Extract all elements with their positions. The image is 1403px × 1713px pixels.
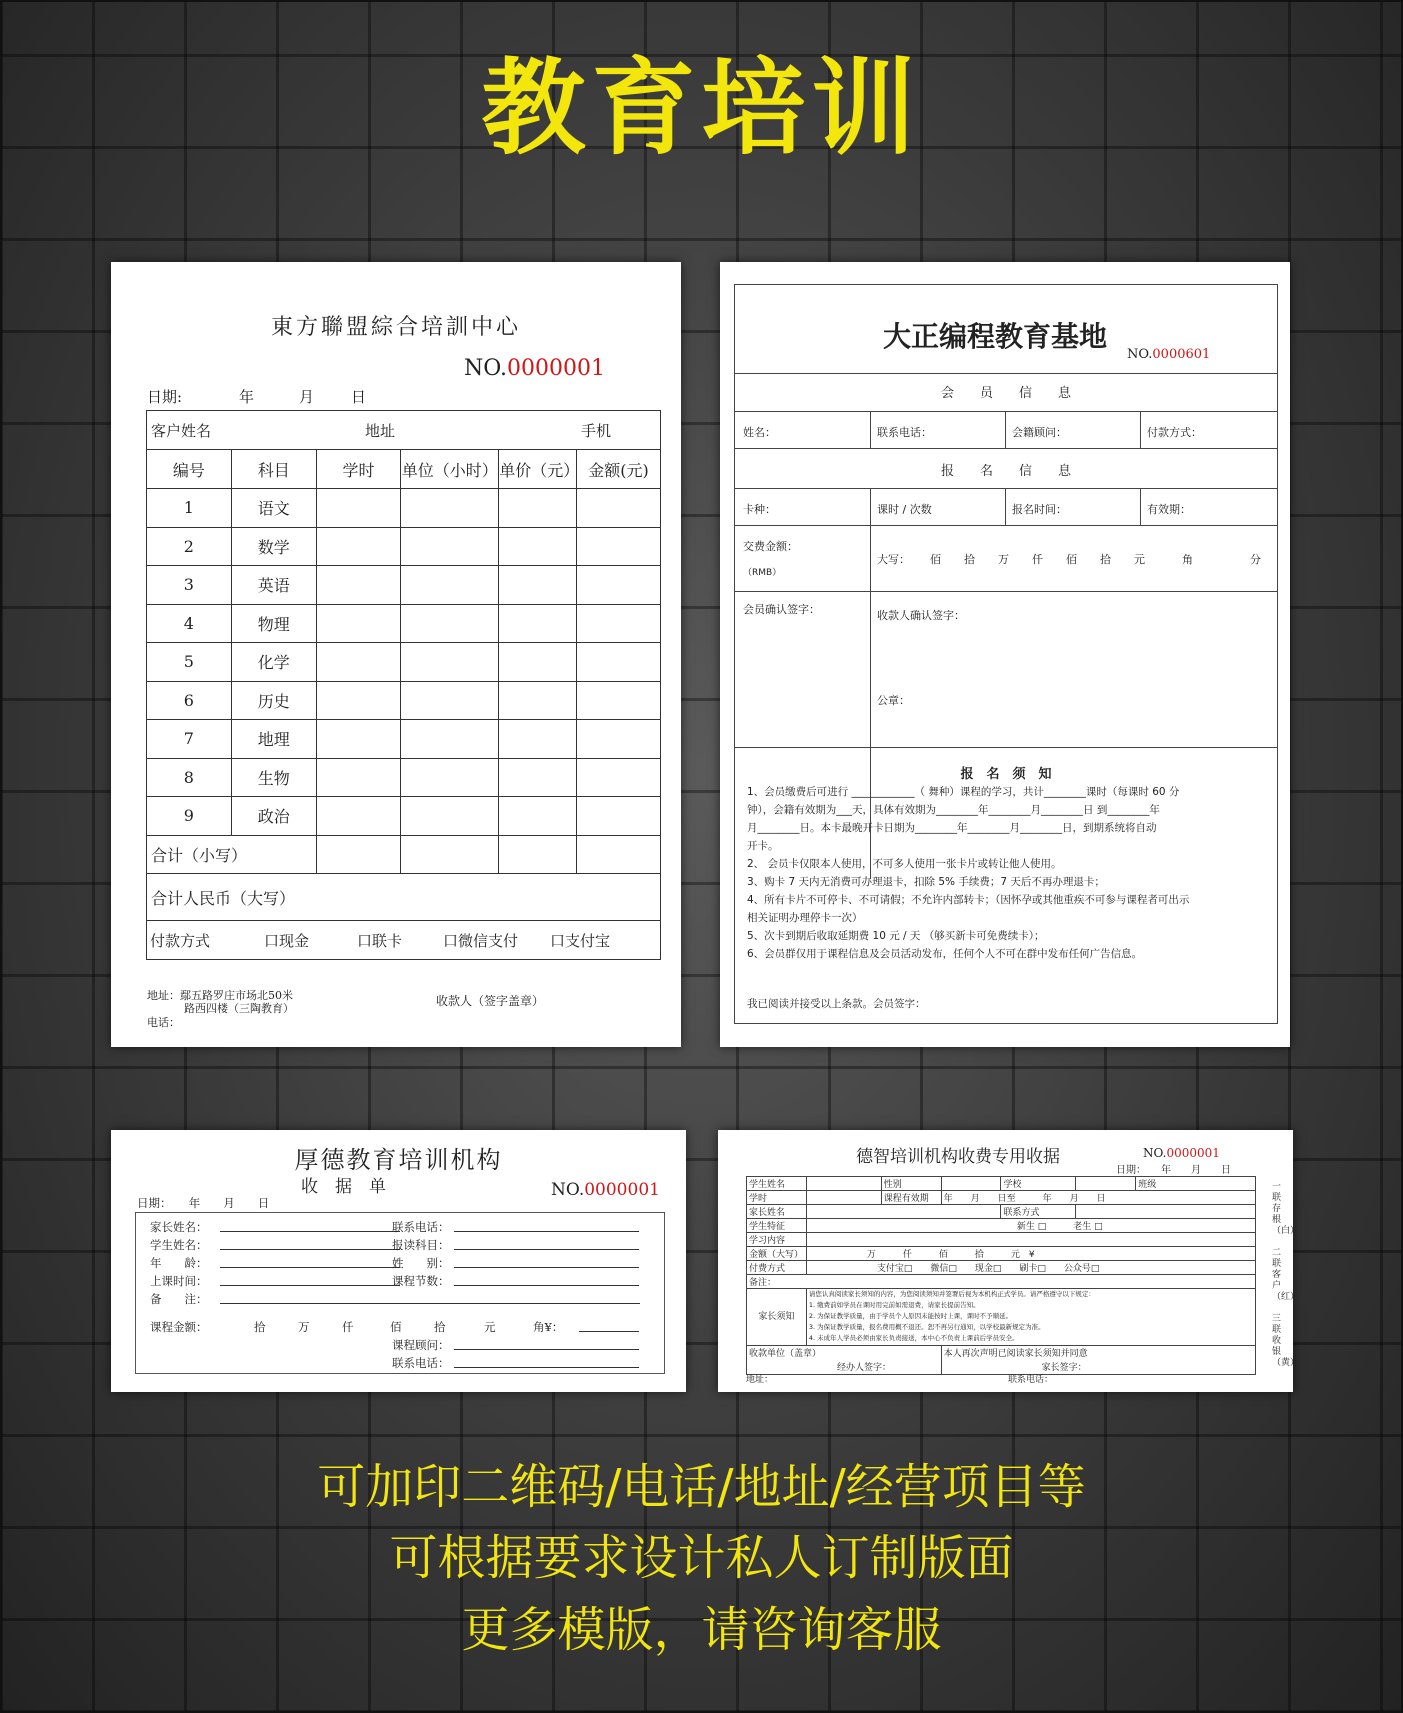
cell: 学生姓名	[747, 1177, 807, 1191]
cell: 班级	[1136, 1177, 1256, 1191]
cell: 学校	[1001, 1177, 1076, 1191]
student-name-label: 学生姓名：	[150, 1238, 208, 1252]
card1-date-month: 月	[299, 388, 315, 406]
total-rmb-label: 合计人民币（大写）	[147, 874, 661, 921]
card2-form	[734, 284, 1278, 1024]
notice-line: 4、所有卡片不可停卡、不可请假；不允许内部转卡；（因怀孕或其他重疾不可参与课程者可出示	[747, 894, 1190, 906]
row-number: 4	[147, 604, 232, 643]
address-label: 地址	[365, 422, 396, 440]
promo-line-2: 可根据要求设计私人订制版面	[389, 1530, 1014, 1586]
header-cell: 学时	[316, 450, 401, 489]
notice-line: 6、会员群仅用于课程信息及会员活动发布，任何个人不可在群中发布任何广告信息。	[747, 948, 1143, 960]
row-subject: 政治	[231, 797, 316, 836]
card1-date-label: 日期:	[147, 388, 183, 406]
row-number: 5	[147, 643, 232, 682]
handler-label: 经办人签字：	[837, 1363, 892, 1373]
notice-line: 5、次卡到期后收取延期费 10 元 / 天 （够买新卡可免费续卡）；	[747, 930, 1045, 942]
payment-method-label: 付款方式	[150, 932, 211, 950]
advisor-label: 课程顾问：	[392, 1338, 450, 1352]
subject-label: 报读科目：	[392, 1238, 450, 1252]
seal-label: 公章：	[877, 694, 910, 707]
card4-table	[746, 1176, 1256, 1375]
footer-phone: 电话：	[147, 1016, 180, 1029]
advisor-label: 会籍顾问：	[1012, 426, 1067, 439]
card4-title: 德智培训机构收费专用收据	[856, 1147, 1060, 1167]
member-info-heading: 会 员 信 息	[940, 386, 1071, 401]
unit-char: 分	[1250, 553, 1261, 566]
fee-unit: 拾	[434, 1320, 446, 1334]
card4-date: 日期： 年 月 日	[1116, 1165, 1231, 1176]
row-subject: 历史	[231, 681, 316, 720]
unit-char: 佰	[930, 553, 941, 566]
fee-unit: 万	[298, 1320, 310, 1334]
pay-unionpay-option: 口联卡	[357, 932, 403, 950]
row-subject: 生物	[231, 758, 316, 797]
row-number: 9	[147, 797, 232, 836]
footer-address-2: 路西四楼（三陶教育）	[184, 1002, 294, 1015]
fee-label: 课程金额：	[150, 1320, 208, 1334]
unit-char: 角	[1182, 553, 1193, 566]
name-label: 姓名：	[743, 426, 776, 439]
notice-line: 1、会员缴费后可进行 ____________（ 舞种）课程的学习，共计________课时（每课时 60 分	[747, 786, 1180, 798]
receipt-card-1	[111, 262, 681, 1047]
payee-sign-label: 收款人确认签字：	[877, 609, 965, 622]
row-number: 3	[147, 566, 232, 605]
unit-char: 元	[1134, 553, 1145, 566]
card1-title: 東方聯盟綜合培訓中心	[270, 315, 521, 340]
fee-unit: 角¥：	[533, 1320, 564, 1334]
signup-time-label: 报名时间：	[1012, 503, 1067, 516]
row-subject: 地理	[231, 720, 316, 759]
notice-line: 钟），会籍有效期为___天，具体有效期为________年________月________日 到________年	[747, 804, 1160, 816]
fee-unit: 佰	[390, 1320, 402, 1334]
pay-cash-option: 口现金	[264, 932, 310, 950]
copy-label-3: 三联收银（黄）	[1272, 1314, 1300, 1368]
subtotal-label: 合计（小写）	[147, 835, 317, 874]
unit-char: 万	[998, 553, 1009, 566]
cell: 学习内容	[747, 1233, 807, 1247]
fee-unit: 仟	[342, 1320, 354, 1334]
copy-label-1: 一联存根（白）	[1272, 1182, 1300, 1236]
row-subject: 英语	[231, 566, 316, 605]
cell: 性别	[881, 1177, 941, 1191]
notice-line: 3. 为保证教学质量，报名费用概不退还。恕不再另行通知，以学校最新规定为准。	[808, 1323, 1045, 1331]
card3-serial: NO.0000001	[551, 1180, 660, 1200]
main-title: 教育培训	[481, 47, 922, 169]
row-number: 1	[147, 489, 232, 528]
gender-label: 姓 别：	[392, 1256, 450, 1270]
notice-line: 相关证明办理停卡一次）	[747, 912, 863, 924]
customer-name-label: 客户姓名	[151, 422, 212, 440]
rmb-label: （RMB）	[743, 568, 782, 578]
daxie-label: 大写：	[877, 553, 910, 566]
signup-info-heading: 报 名 信 息	[940, 464, 1071, 479]
notice-line: 2. 为保证教学质量，由于学员个人原因未能按时上课，课时不予顺延。	[808, 1312, 1013, 1320]
header-cell: 金额(元)	[577, 450, 661, 489]
card3-title: 厚德教育培训机构	[294, 1146, 503, 1174]
notice-line: 3、购卡 7 天内无消费可办理退卡，扣除 5% 手续费；7 天后不再办理退卡；	[747, 876, 1105, 888]
times-label: 课时 / 次数	[877, 503, 932, 516]
declare-label: 本人再次声明已阅读家长须知并同意	[943, 1349, 1088, 1359]
unit-char: 拾	[1100, 553, 1111, 566]
notice-line: 2、 会员卡仅限本人使用，不可多人使用一张卡片或转让他人使用。	[747, 858, 1062, 870]
header-cell: 单价（元）	[499, 450, 577, 489]
payee-unit-label: 收款单位（盖章）	[749, 1349, 822, 1359]
header-cell: 编号	[147, 450, 232, 489]
lessons-label: 课程节数：	[392, 1274, 450, 1288]
receipt-card-2	[720, 262, 1290, 1047]
cell: 家长姓名	[747, 1205, 807, 1219]
copy-label-2: 二联客户（红）	[1272, 1248, 1300, 1302]
notice-line: 请您认真阅读家长须知的内容，为您阅读须知并签署后视为本机构正式学员。请严格遵守以下规定：	[808, 1290, 1095, 1298]
cell: 联系方式	[1001, 1205, 1076, 1219]
promo-line-3: 更多模版，请咨询客服	[461, 1602, 942, 1658]
row-subject: 物理	[231, 604, 316, 643]
contact-label: 联系电话：	[392, 1220, 450, 1234]
notice-list	[747, 783, 1189, 963]
unit-char: 拾	[964, 553, 975, 566]
unit-char: 仟	[1032, 553, 1043, 566]
card4-phone: 联系电话：	[1008, 1375, 1054, 1385]
contact2-label: 联系电话：	[392, 1356, 450, 1370]
cell: 备注：	[747, 1275, 1256, 1289]
fee-unit: 元	[484, 1320, 496, 1334]
fee-unit: 拾	[254, 1320, 266, 1334]
cell: 支付宝□ 微信□ 现金□ 刷卡□ 公众号□	[806, 1261, 1255, 1275]
card1-date-day: 日	[351, 388, 367, 406]
notice-line: 4. 未成年人学员必须由家长负责接送，本中心不负责上课前后学员安全。	[808, 1334, 1019, 1342]
row-subject: 化学	[231, 643, 316, 682]
amount-label: 交费金额：	[743, 540, 798, 553]
card1-table	[146, 410, 661, 960]
pay-method-label: 付款方式：	[1147, 426, 1202, 439]
notice-line: 1. 缴费前如学员在课时用完前如需退费，请家长提前告知。	[808, 1301, 980, 1309]
row-number: 7	[147, 720, 232, 759]
notice-side: 家长须知	[747, 1289, 807, 1346]
remark-label: 备 注：	[150, 1292, 208, 1306]
cell: 金额（大写）	[747, 1247, 807, 1261]
cell: 付费方式	[747, 1261, 807, 1275]
member-sign-label: 会员确认签字：	[743, 603, 820, 616]
footer-receiver: 收款人（签字盖章）	[436, 994, 545, 1008]
card2-title: 大正编程教育基地	[882, 320, 1107, 353]
card1-serial: NO.0000001	[464, 356, 605, 381]
cell: 新生 □ 老生 □	[806, 1219, 1255, 1233]
age-label: 年 龄：	[150, 1256, 208, 1270]
header-cell: 单位（小时）	[401, 450, 499, 489]
cell: 年 月 日至 年 月 日	[941, 1191, 1255, 1205]
card3-form	[135, 1212, 665, 1374]
pay-wechat-option: 口微信支付	[443, 932, 519, 950]
receipt-card-3	[111, 1130, 686, 1392]
receipt-card-4	[718, 1130, 1300, 1392]
card3-subtitle: 收 据 单	[301, 1177, 386, 1197]
cell: 万 仟 佰 拾 元 ¥	[806, 1247, 1255, 1261]
header-cell: 科目	[231, 450, 316, 489]
parent-sign-label: 家长签字：	[1041, 1363, 1087, 1373]
notice-title: 报 名 须 知	[960, 767, 1052, 782]
card3-date: 日期： 年 月 日	[137, 1196, 270, 1210]
parent-name-label: 家长姓名：	[150, 1220, 208, 1234]
row-number: 6	[147, 681, 232, 720]
class-time-label: 上课时间：	[150, 1274, 208, 1288]
row-subject: 数学	[231, 527, 316, 566]
phone-label: 手机	[581, 422, 612, 440]
footer-address: 地址：鄢五路罗庄市场北50米	[147, 989, 293, 1002]
promo-line-1: 可加印二维码/电话/地址/经营项目等	[317, 1459, 1086, 1515]
row-number: 2	[147, 527, 232, 566]
cell: 课程有效期	[881, 1191, 941, 1205]
notice-line: 月________日。本卡最晚开卡日期为________年________月________日，到期系统将自动	[747, 822, 1157, 834]
notice-line: 开卡。	[747, 840, 779, 852]
card-type-label: 卡种：	[743, 503, 776, 516]
row-number: 8	[147, 758, 232, 797]
card1-date-year: 年	[239, 388, 255, 406]
contact-label: 联系电话：	[877, 426, 932, 439]
unit-char: 佰	[1066, 553, 1077, 566]
valid-label: 有效期：	[1147, 503, 1191, 516]
pay-alipay-option: 口支付宝	[550, 932, 611, 950]
card2-serial: NO.0000601	[1127, 347, 1211, 362]
card4-addr: 地址：	[746, 1375, 774, 1385]
agree-line: 我已阅读并接受以上条款。会员签字：	[747, 998, 926, 1010]
card4-serial: NO.0000001	[1143, 1146, 1220, 1160]
cell: 学时	[747, 1191, 807, 1205]
row-subject: 语文	[231, 489, 316, 528]
cell: 学生特征	[747, 1219, 807, 1233]
